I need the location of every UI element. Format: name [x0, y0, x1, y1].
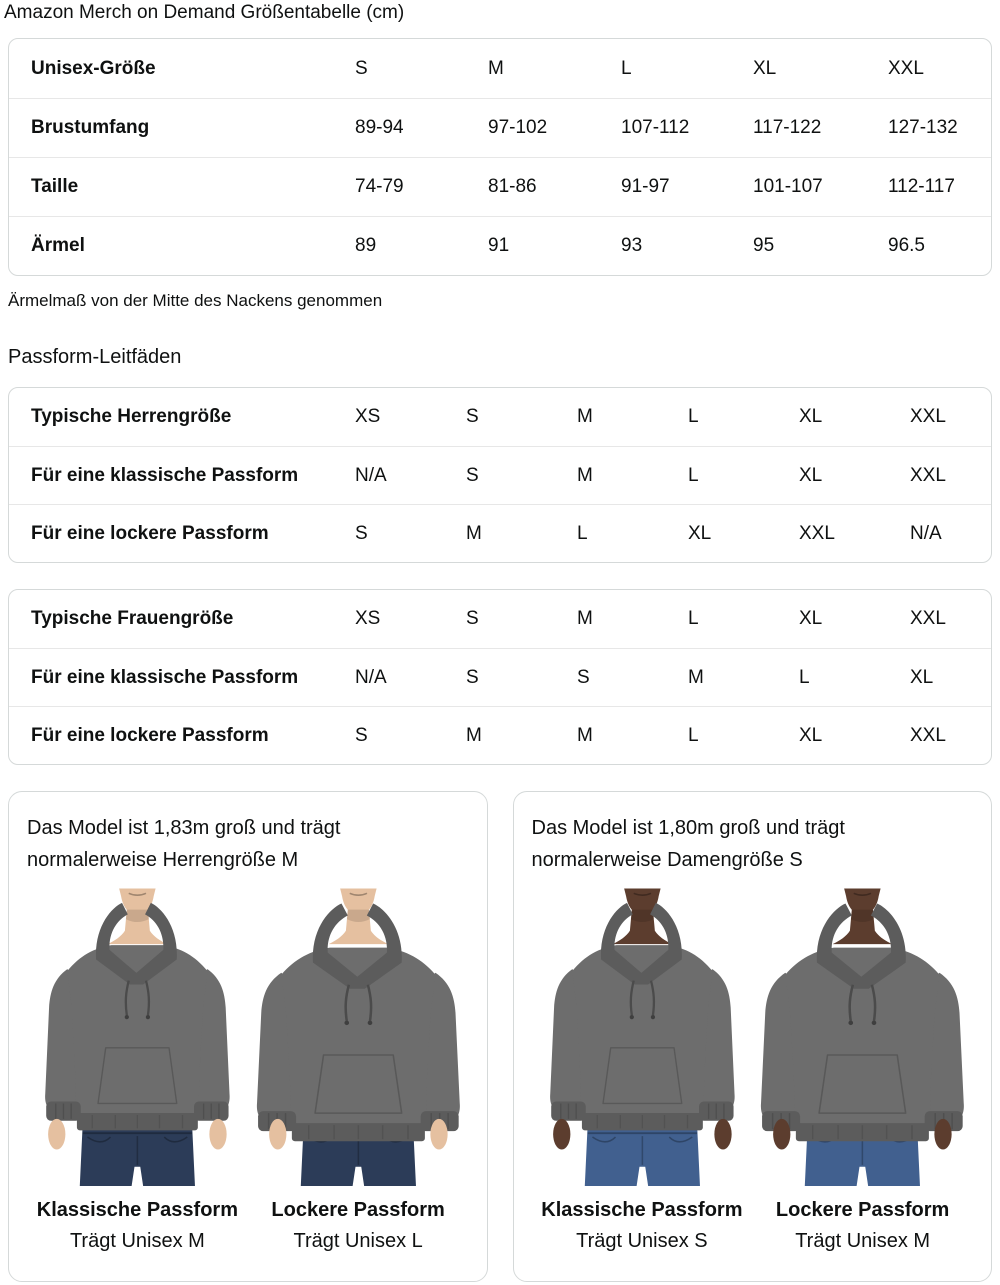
row-label: Typische Herrengröße — [31, 406, 232, 427]
model-figure — [752, 880, 973, 1254]
figures-row — [532, 880, 974, 1254]
fit-guides-heading: Passform-Leitfäden — [8, 346, 182, 368]
fit-cell: S — [355, 522, 368, 544]
fit-cell: L — [688, 406, 699, 427]
figure-caption-detail: Trägt Unisex L — [293, 1230, 423, 1252]
fit-cell: XL — [799, 724, 823, 746]
fit-cell: M — [466, 724, 482, 746]
measure-cell: 117-122 — [753, 117, 822, 138]
fit-cell: S — [466, 666, 479, 688]
fit-cell: XL — [910, 666, 934, 688]
womens-model-card — [513, 791, 993, 1282]
measure-cell: 89-94 — [355, 117, 404, 138]
table-row — [9, 157, 991, 216]
fit-cell: XL — [688, 522, 712, 544]
fit-cell: M — [577, 464, 593, 486]
row-label: Taille — [31, 176, 79, 197]
row-label: Ärmel — [31, 235, 85, 256]
model-cards — [8, 791, 992, 1282]
fit-cell: M — [577, 406, 593, 427]
row-label: Für eine lockere Passform — [31, 724, 269, 746]
measure-cell: 127-132 — [888, 117, 958, 138]
model-photo — [27, 880, 248, 1186]
unisex-size-table — [8, 38, 992, 276]
model-description: Das Model ist 1,83m groß und trägt normalerweise Herrengröße M — [27, 817, 341, 871]
table-row — [9, 590, 991, 648]
fit-cell: XXL — [910, 608, 946, 629]
model-figure — [248, 880, 469, 1254]
model-figure — [27, 880, 248, 1254]
figure-caption-title: Klassische Passform — [541, 1199, 743, 1221]
measure-cell: 91-97 — [621, 176, 670, 197]
page-title: Amazon Merch on Demand Größentabelle (cm) — [4, 2, 405, 23]
jeans-graphic — [584, 1125, 699, 1186]
fit-cell: S — [466, 406, 479, 427]
fit-cell: L — [688, 464, 699, 486]
figure-caption-detail: Trägt Unisex M — [795, 1230, 931, 1252]
table-row — [9, 648, 991, 706]
measure-cell: 89 — [355, 235, 377, 256]
measure-cell: 112-117 — [888, 176, 955, 197]
model-description: Das Model ist 1,80m groß und trägt normalerweise Damengröße S — [531, 817, 845, 871]
fit-cell: M — [577, 608, 593, 629]
fit-cell: XXL — [910, 464, 946, 486]
table-row — [9, 388, 991, 446]
model-photo — [248, 880, 469, 1186]
figure-caption-detail: Trägt Unisex M — [69, 1230, 205, 1252]
fit-cell: XL — [799, 608, 823, 629]
fit-cell: XS — [355, 608, 381, 629]
figures-row — [27, 880, 469, 1254]
fit-cell: M — [466, 522, 482, 544]
table-row — [9, 216, 991, 275]
measure-cell: 101-107 — [753, 176, 823, 197]
fit-cell: N/A — [355, 666, 387, 688]
figure-caption-detail: Trägt Unisex S — [576, 1230, 708, 1252]
row-label: Für eine lockere Passform — [31, 522, 269, 544]
measure-cell: 81-86 — [488, 176, 537, 197]
fit-cell: L — [577, 522, 588, 544]
fit-cell: M — [577, 724, 593, 746]
row-label: Unisex-Größe — [31, 57, 156, 79]
fit-cell: N/A — [910, 522, 942, 544]
mens-fit-table — [8, 387, 992, 563]
measure-cell: 93 — [621, 235, 643, 256]
fit-cell: L — [688, 608, 699, 629]
fit-cell: L — [688, 724, 699, 746]
size-cell: XL — [753, 57, 777, 79]
measure-cell: 97-102 — [488, 117, 548, 138]
fit-cell: S — [466, 608, 479, 629]
mens-model-card — [8, 791, 488, 1282]
measure-cell: 96.5 — [888, 235, 925, 256]
table-row — [9, 504, 991, 562]
fit-cell: XL — [799, 464, 823, 486]
fit-cell: XXL — [799, 522, 835, 544]
model-photo — [532, 880, 753, 1186]
size-cell: L — [621, 57, 632, 79]
model-photo — [752, 880, 973, 1186]
womens-fit-table — [8, 589, 992, 765]
measure-cell: 91 — [488, 235, 510, 256]
fit-cell: XXL — [910, 724, 946, 746]
size-cell: M — [488, 57, 504, 79]
fit-cell: N/A — [355, 464, 387, 486]
row-label: Für eine klassische Passform — [31, 666, 299, 688]
measure-cell: 95 — [753, 235, 775, 256]
row-label: Brustumfang — [31, 117, 150, 138]
fit-cell: L — [799, 666, 810, 688]
row-label: Für eine klassische Passform — [31, 464, 299, 486]
size-cell: XXL — [888, 57, 924, 79]
fit-cell: S — [355, 724, 368, 746]
size-cell: S — [355, 57, 368, 79]
fit-cell: M — [688, 666, 704, 688]
measure-cell: 107-112 — [621, 117, 690, 138]
sleeve-measure-note: Ärmelmaß von der Mitte des Nackens genommen — [8, 291, 383, 310]
fit-cell: XS — [355, 406, 381, 427]
table-row — [9, 446, 991, 504]
table-row — [9, 39, 991, 98]
measure-cell: 74-79 — [355, 176, 404, 197]
model-figure — [532, 880, 753, 1254]
figure-caption-title: Lockere Passform — [271, 1199, 445, 1221]
row-label: Typische Frauengröße — [31, 608, 234, 629]
fit-cell: XL — [799, 406, 823, 427]
figure-caption-title: Lockere Passform — [775, 1199, 950, 1221]
figure-caption-title: Klassische Passform — [36, 1199, 238, 1221]
table-row — [9, 706, 991, 764]
fit-cell: S — [577, 666, 590, 688]
jeans-graphic — [80, 1125, 195, 1186]
fit-cell: S — [466, 464, 479, 486]
table-row — [9, 98, 991, 157]
fit-cell: XXL — [910, 406, 946, 427]
